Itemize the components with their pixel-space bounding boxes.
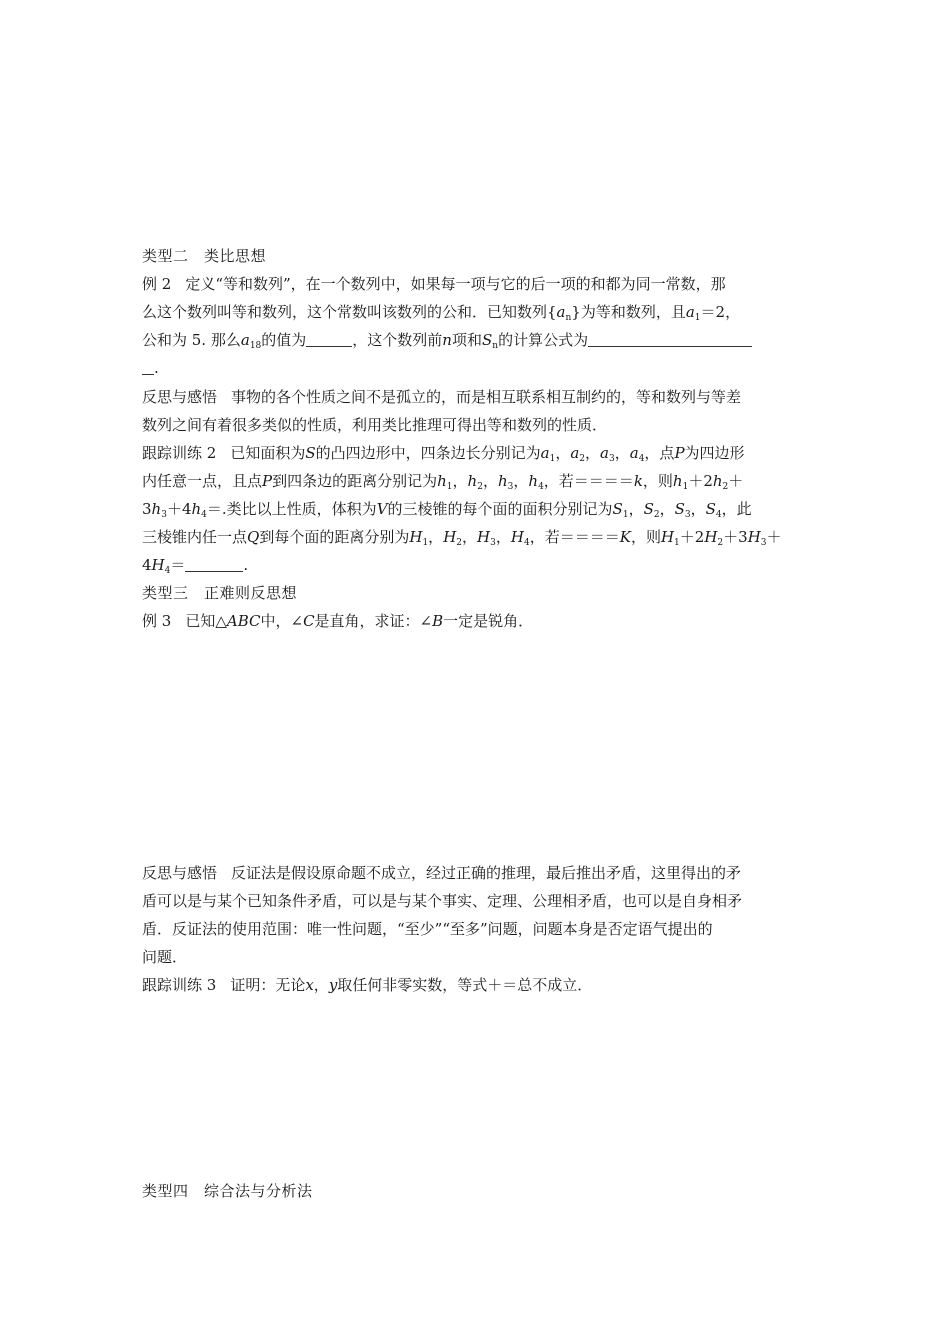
var: Q bbox=[247, 528, 260, 546]
text: ， bbox=[690, 500, 706, 518]
text: ＋2 bbox=[679, 528, 705, 546]
answer-blank bbox=[185, 557, 243, 572]
text: ＝2， bbox=[700, 303, 741, 321]
var: a bbox=[540, 444, 550, 462]
var: H bbox=[660, 528, 675, 546]
subscript: 4 bbox=[715, 510, 722, 520]
text: ，此 bbox=[721, 500, 752, 518]
var: a bbox=[240, 331, 250, 349]
text: . bbox=[243, 556, 249, 574]
subscript: 2 bbox=[477, 482, 483, 492]
reflection-3-line1 bbox=[142, 862, 741, 884]
subscript: 3 bbox=[684, 510, 691, 520]
var: H bbox=[747, 528, 761, 546]
text: 已知△ bbox=[185, 612, 227, 630]
example-2-line4 bbox=[142, 357, 159, 379]
text: . bbox=[154, 359, 159, 377]
text: ， bbox=[313, 976, 329, 994]
text: 是直角，求证：∠ bbox=[314, 612, 433, 630]
text: ， bbox=[482, 472, 498, 490]
var: a bbox=[629, 444, 639, 462]
subscript: 1 bbox=[674, 538, 680, 548]
text: 取任何非零实数，等式＋＝总不成立． bbox=[337, 976, 593, 994]
subscript: 2 bbox=[456, 538, 463, 548]
subscript: 4 bbox=[638, 454, 645, 464]
training-3-label: 跟踪训练 3 bbox=[142, 976, 217, 994]
example-3-line bbox=[142, 610, 533, 632]
text: ， bbox=[585, 444, 601, 462]
text: ， bbox=[614, 444, 630, 462]
section-heading-type4: 类型四 综合法与分析法 bbox=[142, 1182, 313, 1200]
answer-blank bbox=[142, 360, 154, 375]
text: ，若＝＝＝＝ bbox=[529, 528, 620, 546]
text: ＝ bbox=[170, 556, 186, 574]
text: }为等和数列，且 bbox=[571, 303, 686, 321]
var: h bbox=[437, 472, 447, 490]
subscript: 4 bbox=[164, 566, 171, 576]
reflection-2-line1 bbox=[142, 386, 741, 408]
text: 证明：无论 bbox=[230, 976, 306, 994]
text: ，若＝＝＝＝ bbox=[543, 472, 634, 490]
example-3-label: 例 3 bbox=[142, 612, 172, 630]
var: h bbox=[467, 472, 478, 490]
example-2-line3 bbox=[142, 329, 752, 357]
subscript: 4 bbox=[523, 538, 530, 548]
var: S bbox=[612, 500, 623, 518]
var: ABC bbox=[226, 612, 261, 630]
text: 三棱锥内任一点 bbox=[142, 528, 248, 546]
var: H bbox=[409, 528, 423, 546]
var: K bbox=[619, 528, 631, 546]
text: ＝.类比以上性质，体积为 bbox=[206, 500, 377, 518]
subscript: 3 bbox=[760, 538, 767, 548]
subscript: 4 bbox=[538, 482, 544, 492]
text: 到每个面的距离分别为 bbox=[259, 528, 410, 546]
subscript: 3 bbox=[161, 510, 167, 520]
text: 的计算公式为 bbox=[498, 331, 589, 349]
text: 的值为 bbox=[261, 331, 307, 349]
reflection-3-line2: 盾可以是与某个已知条件矛盾，可以是与某个事实、定理、公理相矛盾，也可以是自身相矛 bbox=[142, 892, 743, 910]
var: a bbox=[570, 444, 580, 462]
text: ，则 bbox=[630, 528, 661, 546]
var: H bbox=[477, 528, 491, 546]
subscript: 2 bbox=[579, 454, 586, 464]
text: ＋ bbox=[766, 528, 782, 546]
subscript: 1 bbox=[694, 313, 701, 323]
var: a bbox=[600, 444, 609, 462]
text: ＋ bbox=[728, 472, 744, 490]
text: ， bbox=[659, 500, 675, 518]
text: ， bbox=[452, 472, 468, 490]
training-2-line4 bbox=[142, 526, 782, 554]
subscript: 1 bbox=[422, 538, 429, 548]
text: 一定是锐角． bbox=[443, 612, 534, 630]
training-2-line3 bbox=[142, 498, 752, 526]
subscript: 3 bbox=[507, 482, 514, 492]
answer-blank bbox=[306, 332, 352, 347]
text: 的凸四边形中，四条边长分别记为 bbox=[315, 444, 541, 462]
subscript: 4 bbox=[201, 510, 207, 520]
text: ＋3 bbox=[723, 528, 748, 546]
var: n bbox=[442, 331, 452, 349]
text: 反证法是假设原命题不成立，经过正确的推理，最后推出矛盾，这里得出的矛 bbox=[231, 864, 742, 882]
subscript: n bbox=[565, 313, 572, 323]
text: 为四边形 bbox=[684, 444, 745, 462]
text: ， bbox=[513, 472, 529, 490]
section-heading-type3: 类型三 正难则反思想 bbox=[142, 584, 298, 602]
var: P bbox=[262, 472, 273, 490]
text: ，点 bbox=[644, 444, 675, 462]
subscript: 3 bbox=[490, 538, 496, 548]
var: h bbox=[191, 500, 202, 518]
subscript: 2 bbox=[717, 538, 724, 548]
var: a bbox=[685, 303, 695, 321]
answer-blank bbox=[588, 332, 752, 347]
text: 内任意一点，且点 bbox=[142, 472, 263, 490]
var: H bbox=[510, 528, 524, 546]
var: x bbox=[305, 976, 314, 994]
var: h bbox=[712, 472, 723, 490]
text: 公和为 5. 那么 bbox=[142, 331, 241, 349]
text: ， bbox=[462, 528, 478, 546]
training-3-line bbox=[142, 974, 592, 996]
reflection-label: 反思与感悟 bbox=[142, 388, 218, 406]
var: y bbox=[328, 976, 338, 994]
subscript: 1 bbox=[622, 510, 629, 520]
reflection-3-line4: 问题． bbox=[142, 948, 188, 966]
text: ， bbox=[428, 528, 444, 546]
subscript: 2 bbox=[722, 482, 729, 492]
training-2-line5 bbox=[142, 554, 248, 582]
text: 到四条边的距离分别记为 bbox=[272, 472, 438, 490]
subscript: 3 bbox=[608, 454, 615, 464]
var: P bbox=[674, 444, 685, 462]
var: h bbox=[497, 472, 508, 490]
training-2-line2 bbox=[142, 470, 743, 498]
example-2-label: 例 2 bbox=[142, 275, 172, 293]
var: S bbox=[674, 500, 685, 518]
subscript: 2 bbox=[653, 510, 660, 520]
training-2-label: 跟踪训练 2 bbox=[142, 444, 217, 462]
text: 4 bbox=[142, 556, 152, 574]
subscript: 1 bbox=[446, 482, 453, 492]
subscript: 18 bbox=[249, 341, 262, 351]
text: ＋2 bbox=[688, 472, 713, 490]
text: 中，∠ bbox=[260, 612, 304, 630]
var: S bbox=[481, 331, 493, 349]
reflection-label: 反思与感悟 bbox=[142, 864, 218, 882]
text: ， bbox=[628, 500, 644, 518]
var: B bbox=[432, 612, 444, 630]
text: ， bbox=[555, 444, 571, 462]
text: ， bbox=[495, 528, 511, 546]
var: S bbox=[705, 500, 716, 518]
reflection-3-line3: 盾．反证法的使用范围：唯一性问题，“至少”“至多”问题，问题本身是否定语气提出的 bbox=[142, 920, 713, 938]
text: 项和 bbox=[451, 331, 482, 349]
var: H bbox=[443, 528, 457, 546]
reflection-2-line2: 数列之间有着很多类似的性质，利用类比推理可得出等和数列的性质． bbox=[142, 416, 608, 434]
var: h bbox=[528, 472, 539, 490]
section-heading-type2: 类型二 类比思想 bbox=[142, 247, 267, 265]
training-2-line1 bbox=[142, 442, 745, 470]
example-2-text: 定义“等和数列”，在一个数列中，如果每一项与它的后一项的和都为同一常数，那 bbox=[185, 275, 726, 293]
subscript: 1 bbox=[682, 482, 689, 492]
text: ，这个数列前 bbox=[352, 331, 443, 349]
text: 3 bbox=[142, 500, 152, 518]
text: 事物的各个性质之间不是孤立的，而是相互联系相互制约的，等和数列与等差 bbox=[231, 388, 742, 406]
var: H bbox=[704, 528, 718, 546]
example-2-line2 bbox=[142, 301, 740, 329]
var: k bbox=[633, 472, 643, 490]
text: ，则 bbox=[642, 472, 673, 490]
var: V bbox=[376, 500, 388, 518]
text: 么这个数列叫等和数列，这个常数叫该数列的公和．已知数列{ bbox=[142, 303, 557, 321]
var: S bbox=[643, 500, 654, 518]
var: a bbox=[556, 303, 566, 321]
text: ＋4 bbox=[166, 500, 192, 518]
text: 已知面积为 bbox=[230, 444, 306, 462]
example-2-line1 bbox=[142, 273, 726, 295]
var: h bbox=[151, 500, 162, 518]
var: H bbox=[151, 556, 165, 574]
var: h bbox=[672, 472, 683, 490]
subscript: n bbox=[492, 341, 499, 351]
var: S bbox=[305, 444, 316, 462]
var: C bbox=[303, 612, 315, 630]
text: 的三棱锥的每个面的面积分别记为 bbox=[387, 500, 613, 518]
subscript: 1 bbox=[549, 454, 556, 464]
